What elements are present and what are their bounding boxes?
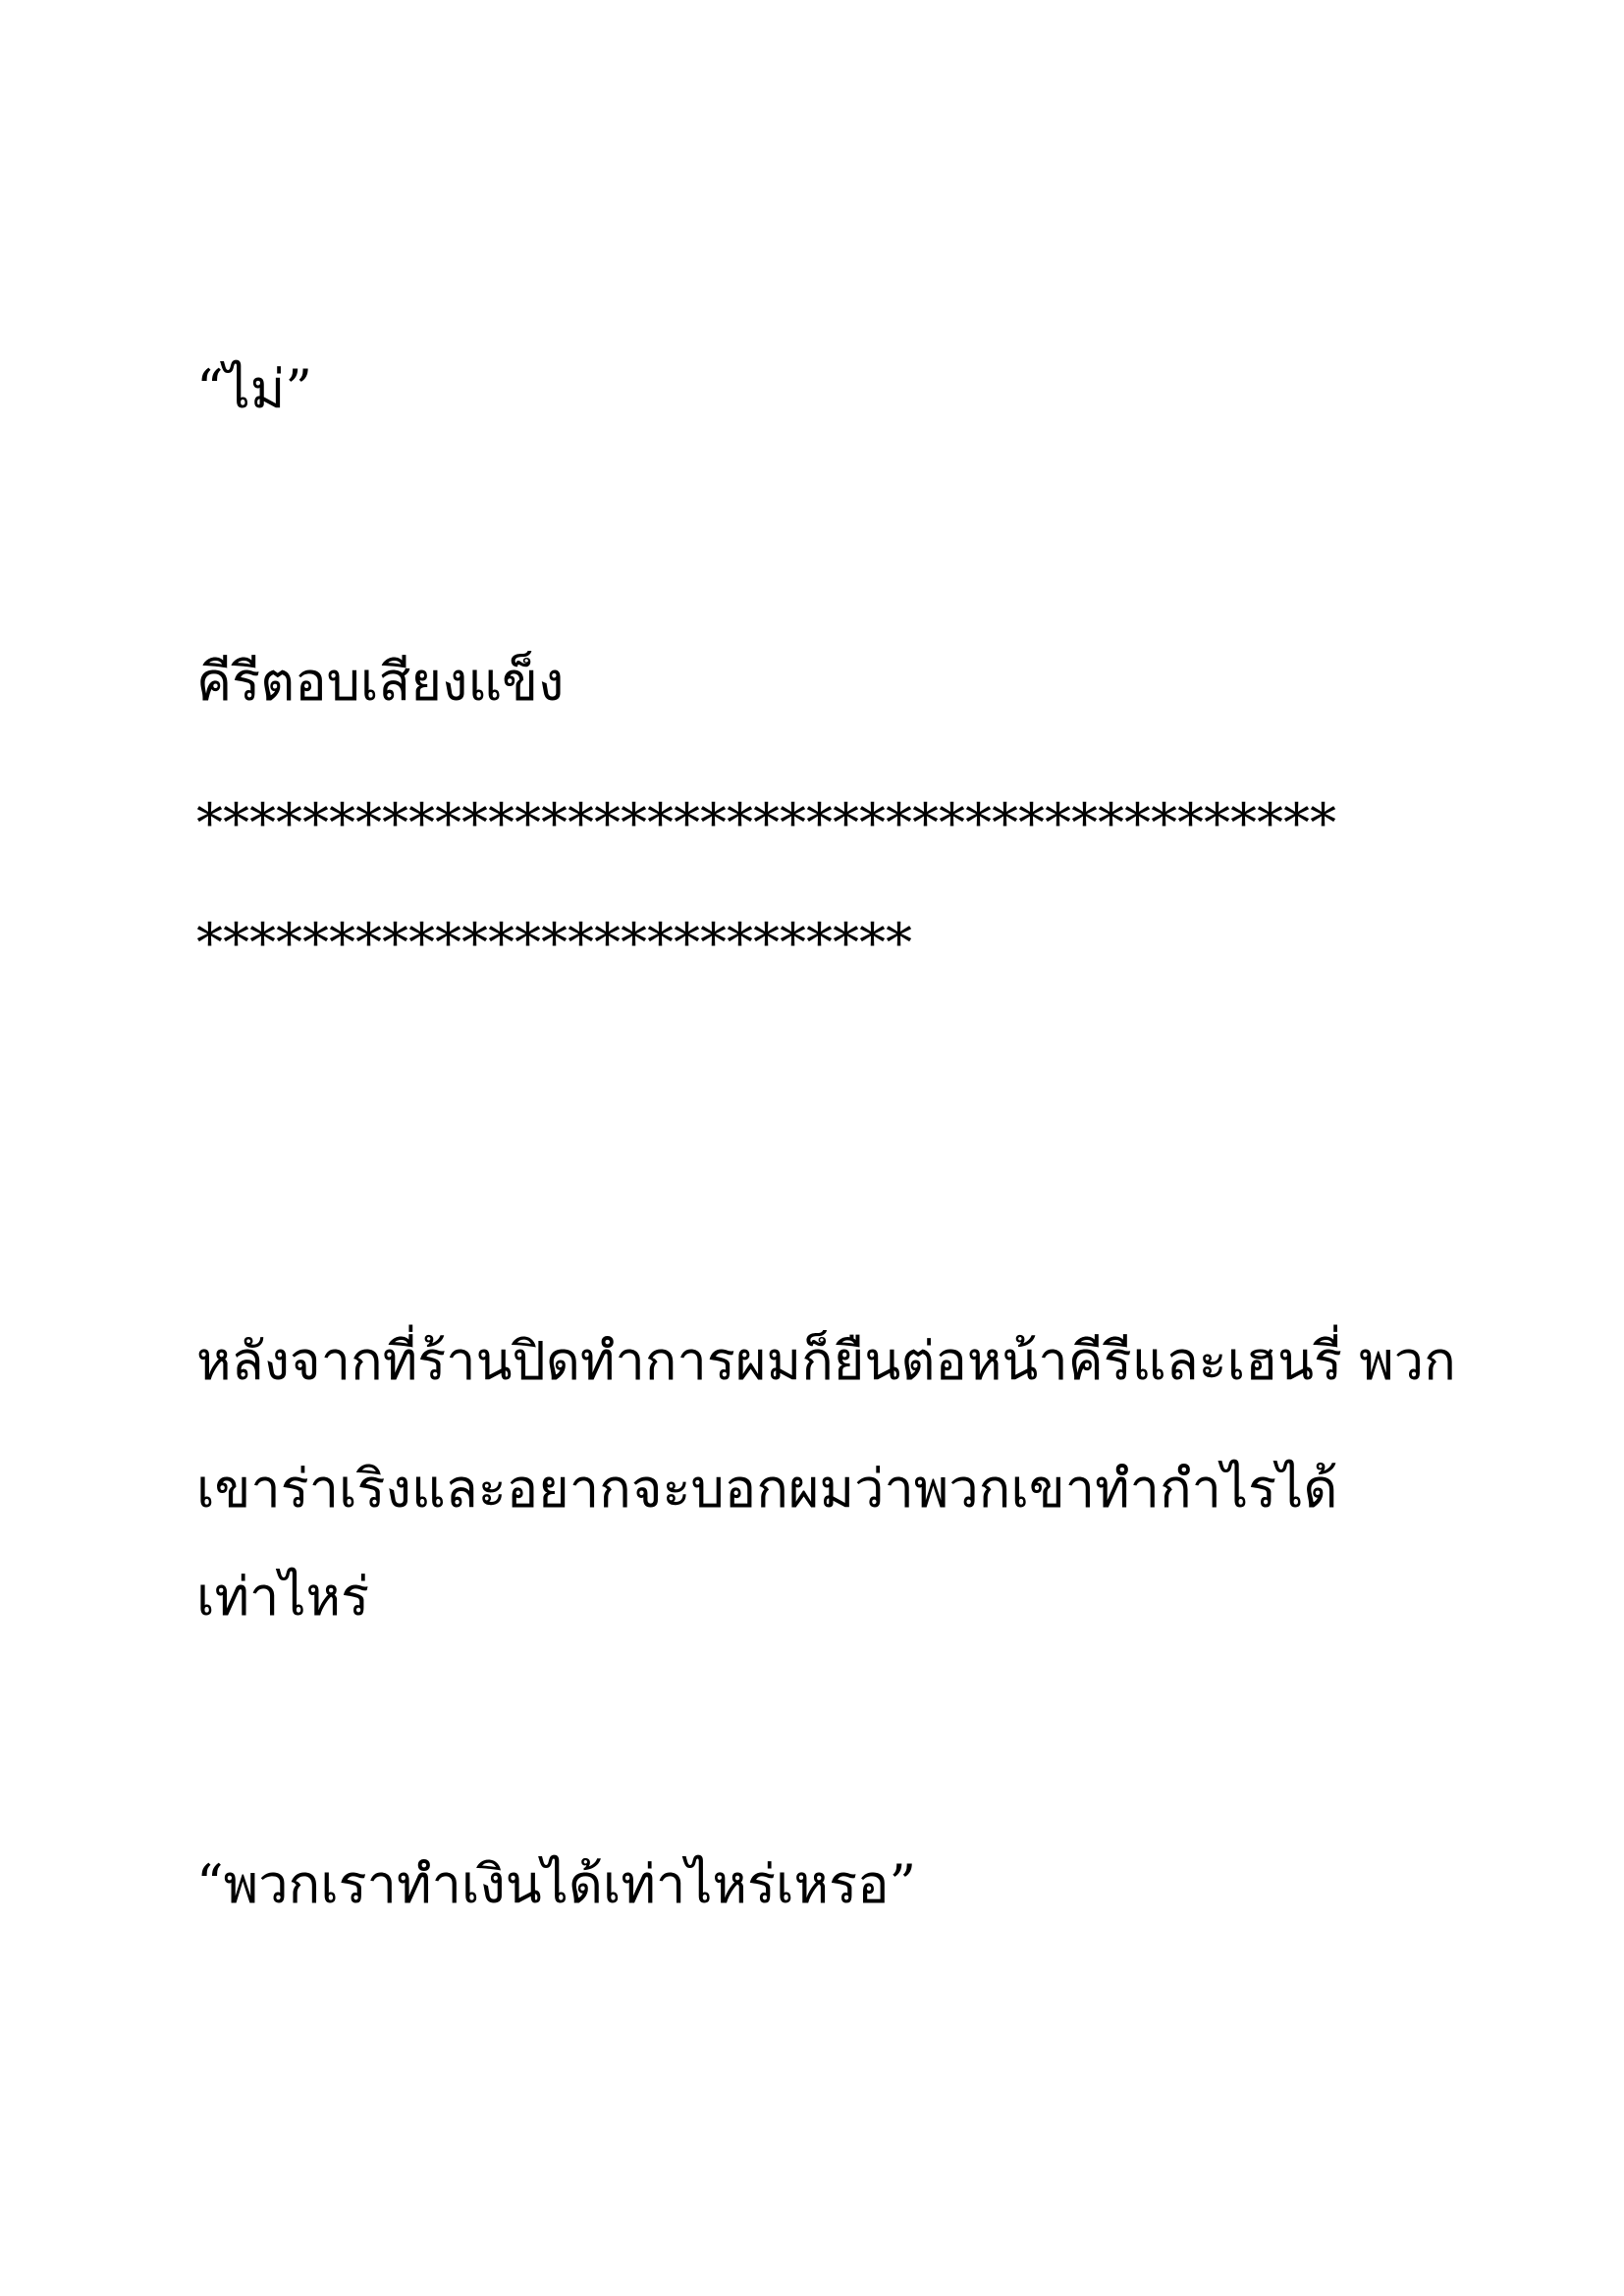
- quote-line-no: “ไม่”: [196, 358, 312, 420]
- paragraph-line-2: เขาร่าเริงและอยากจะบอกผมว่าพวกเขาทำกำไรได้: [196, 1458, 1338, 1520]
- paragraph-line-3: เท่าไหร่: [196, 1566, 370, 1628]
- paragraph-line-1: หลังจากที่ร้านปิดทำการผมก็ยืนต่อหน้าคีรีและเฮนรี่ พวก: [196, 1330, 1456, 1392]
- scene-break-stars-2: ***************************: [196, 912, 912, 974]
- scene-break-stars-1: *******************************************: [196, 792, 1336, 854]
- quote-line-how-much: “พวกเราทำเงินได้เท่าไหร่เหรอ”: [196, 1853, 917, 1915]
- narration-line-kiri-answer: คีรีตอบเสียงแข็ง: [196, 651, 565, 713]
